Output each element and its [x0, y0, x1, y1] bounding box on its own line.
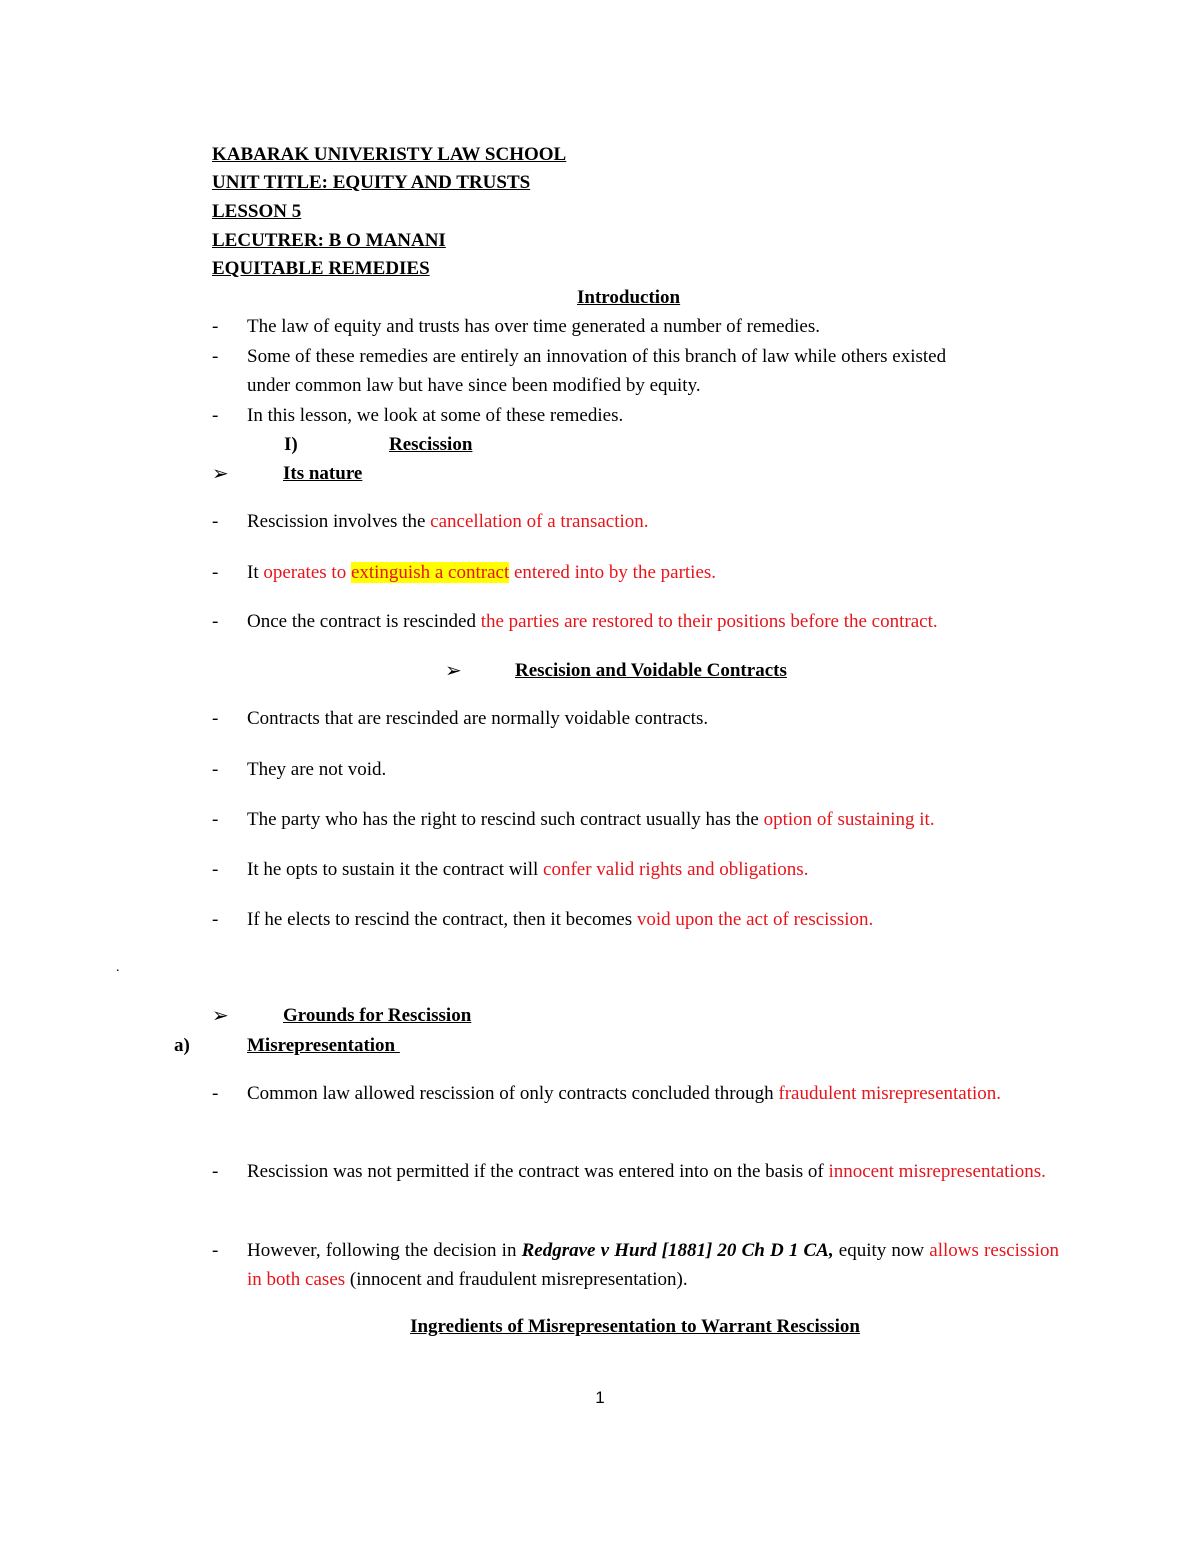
bullet-dash: -	[212, 1240, 219, 1261]
arrow-bullet-icon: ➢	[212, 1005, 229, 1027]
nature-point-1	[247, 509, 649, 535]
grounds-point-2	[247, 1157, 1059, 1186]
arrow-bullet-icon: ➢	[445, 660, 462, 682]
text-run: Rescission involves the	[247, 511, 431, 532]
text-run: Rescission was not permitted if the contract was entered into on the basis of	[247, 1161, 829, 1182]
text-run: The party who has the right to rescind such contract usually has the	[247, 809, 764, 830]
stray-dot: .	[116, 960, 120, 975]
red-text-run: entered into by the parties.	[509, 562, 717, 583]
text-run: It	[247, 562, 264, 583]
document-topic: EQUITABLE REMEDIES	[212, 258, 430, 279]
bullet-dash: -	[212, 1161, 219, 1182]
text-run: It he opts to sustain it the contract will	[247, 859, 544, 880]
arrow-bullet-icon: ➢	[212, 463, 229, 485]
text-run: However, following the decision in	[247, 1240, 522, 1261]
ingredients-title-text: Ingredients of Misrepresentation to Warrant Rescission	[410, 1316, 860, 1337]
lecturer-name: LECUTRER: B O MANANI	[212, 230, 446, 251]
intro-heading: Introduction	[577, 287, 681, 308]
voidable-point-3	[247, 807, 935, 833]
section-heading-rescission: Rescission	[389, 434, 473, 455]
bullet-dash: -	[212, 562, 219, 583]
subheading-misrepresentation: Misrepresentation	[247, 1035, 400, 1056]
bullet-dash: -	[212, 759, 219, 780]
nature-point-3	[247, 609, 938, 635]
grounds-point-3	[247, 1236, 1059, 1294]
text-run: Once the contract is rescinded	[247, 611, 481, 632]
intro-point-2-line2: under common law but have since been modified by equity.	[247, 375, 701, 396]
red-text-run: fraudulent misrepresentation.	[778, 1083, 1002, 1104]
school-title: KABARAK UNIVERISTY LAW SCHOOL	[212, 144, 567, 165]
bullet-dash: -	[212, 1083, 219, 1104]
bullet-dash: -	[212, 405, 219, 426]
bullet-dash: -	[212, 809, 219, 830]
bullet-dash: -	[212, 611, 219, 632]
red-text-run: confer valid rights and obligations.	[543, 859, 809, 880]
bullet-dash: -	[212, 316, 219, 337]
case-citation: Redgrave v Hurd [1881] 20 Ch D 1 CA,	[521, 1240, 834, 1261]
bullet-dash: -	[212, 708, 219, 729]
intro-point-2-line1: Some of these remedies are entirely an innovation of this branch of law while others existed	[247, 346, 947, 367]
highlighted-text-run: extinguish a contract	[350, 562, 510, 583]
intro-point-1: The law of equity and trusts has over time generated a number of remedies.	[247, 316, 820, 337]
voidable-point-5	[247, 907, 873, 933]
bullet-dash: -	[212, 859, 219, 880]
red-text-run: innocent misrepresentations.	[828, 1161, 1046, 1182]
intro-point-3: In this lesson, we look at some of these remedies.	[247, 405, 624, 426]
red-text-run: operates to	[263, 562, 351, 583]
bullet-dash: -	[212, 511, 219, 532]
text-run: If he elects to rescind the contract, then it becomes	[247, 909, 637, 930]
voidable-point-1: Contracts that are rescinded are normally voidable contracts.	[247, 708, 709, 729]
red-text-run: cancellation of a transaction.	[430, 511, 649, 532]
page-number: 1	[595, 1388, 605, 1407]
text-run: Common law allowed rescission of only contracts concluded through	[247, 1083, 779, 1104]
subheading-voidable-contracts: Rescision and Voidable Contracts	[515, 660, 787, 681]
subheading-grounds: Grounds for Rescission	[283, 1005, 472, 1026]
red-text-run: option of sustaining it.	[763, 809, 935, 830]
voidable-point-2: They are not void.	[247, 759, 387, 780]
section-number: I)	[284, 434, 298, 455]
bullet-dash: -	[212, 909, 219, 930]
subheading-ingredients	[0, 1314, 1200, 1340]
bullet-dash: -	[212, 346, 219, 367]
unit-title: UNIT TITLE: EQUITY AND TRUSTS	[212, 172, 531, 193]
subheading-its-nature: Its nature	[283, 463, 363, 484]
red-text-run: allows rescission in both cases	[247, 1240, 1059, 1290]
text-run: equity now	[833, 1240, 930, 1261]
nature-point-2	[247, 560, 716, 586]
voidable-point-4	[247, 857, 808, 883]
lesson-number: LESSON 5	[212, 201, 302, 222]
red-text-run: void upon the act of rescission.	[636, 909, 874, 930]
grounds-point-1	[247, 1079, 1059, 1108]
text-run: (innocent and fraudulent misrepresentation).	[345, 1269, 688, 1290]
item-label-a: a)	[174, 1035, 190, 1056]
red-text-run: the parties are restored to their positions before the contract.	[480, 611, 938, 632]
